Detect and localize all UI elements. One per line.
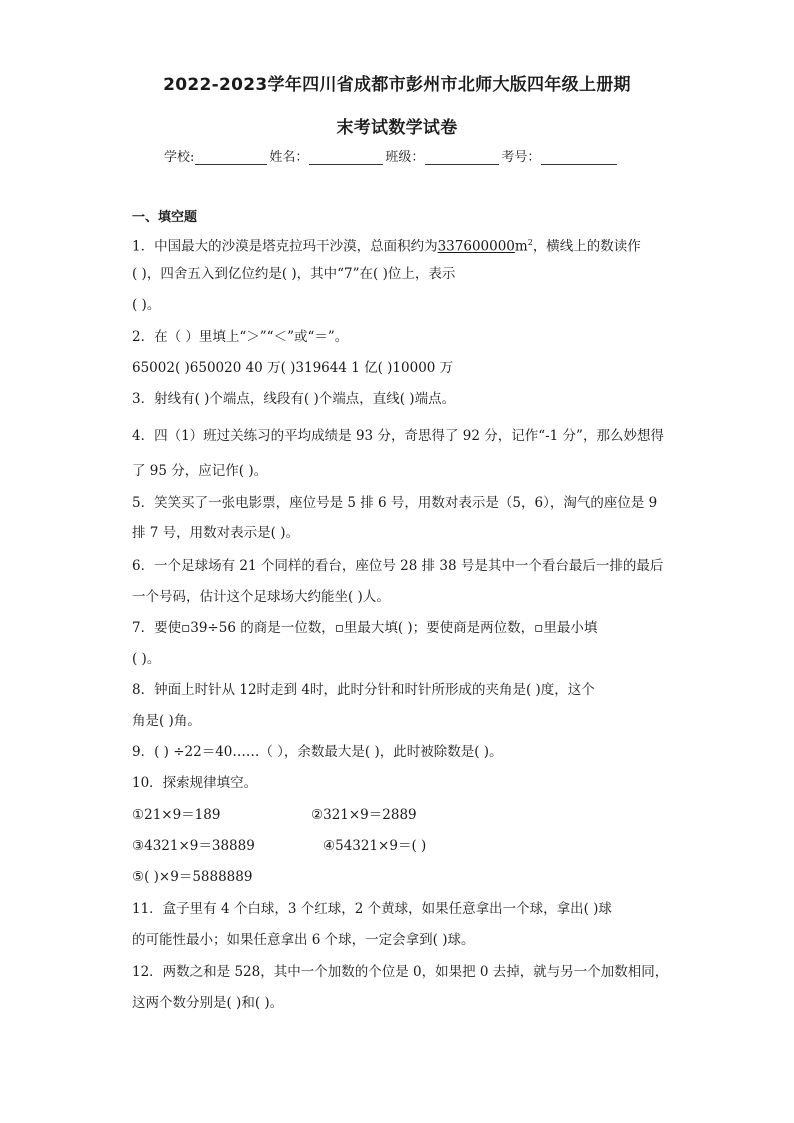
underlined-number: 337600000 xyxy=(437,238,515,255)
school-blank[interactable] xyxy=(195,151,267,165)
section-heading-fill-in: 一、填空题 xyxy=(132,210,198,225)
question-7-line1: 7．要使▫39÷56 的商是一位数，▫里最大填( )；要使商是两位数，▫里最小填 xyxy=(132,620,598,636)
question-10-item5: ⑤( )×9＝5888889 xyxy=(132,869,253,885)
question-10-item1: ①21×9＝189 xyxy=(132,807,221,823)
question-8-line2: 角是( )角。 xyxy=(132,713,201,729)
question-12-line1: 12．两数之和是 528，其中一个加数的个位是 0，如果把 0 去掉，就与另一个加数相同， xyxy=(132,964,669,980)
question-11-line1: 11．盒子里有 4 个白球，3 个红球，2 个黄球，如果任意拿出一个球，拿出( )球 xyxy=(132,901,612,917)
question-12-line2: 这两个数分别是( )和( )。 xyxy=(132,995,284,1011)
question-10: 10．探索规律填空。 xyxy=(132,775,258,791)
question-4-line2: 了 95 分，应记作( )。 xyxy=(132,463,268,479)
number-blank[interactable] xyxy=(541,151,617,165)
name-blank[interactable] xyxy=(309,151,383,165)
question-1-line2: ( )，四舍五入到亿位约是( )，其中“7”在( )位上，表示 xyxy=(132,266,456,282)
class-label: 班级： xyxy=(385,150,425,165)
class-blank[interactable] xyxy=(425,151,499,165)
question-3: 3．射线有( )个端点，线段有( )个端点，直线( )端点。 xyxy=(132,391,456,407)
question-5-line2: 排 7 号，用数对表示是( )。 xyxy=(132,525,299,541)
question-5-line1: 5．笑笑买了一张电影票，座位号是 5 排 6 号，用数对表示是（5，6），淘气的座位是 9 xyxy=(132,495,658,511)
question-1-line3: ( )。 xyxy=(132,297,161,313)
number-label: 考号： xyxy=(501,150,541,165)
question-9: 9．( ) ÷22＝40……（ ），余数最大是( )，此时被除数是( )。 xyxy=(132,744,503,760)
question-4-line1: 4．四（1）班过关练习的平均成绩是 93 分，奇思得了 92 分，记作“-1 分”，那么妙想得 xyxy=(132,428,664,444)
question-7-line2: ( )。 xyxy=(132,651,161,667)
school-label: 学校: xyxy=(164,150,195,165)
question-6-line1: 6．一个足球场有 21 个同样的看台，座位号 28 排 38 号是其中一个看台最后一排的最后 xyxy=(132,558,664,574)
question-10-item3: ③4321×9＝38889 xyxy=(132,838,255,854)
question-10-item2: ②321×9＝2889 xyxy=(311,807,417,823)
question-6-line2: 一个号码，估计这个足球场大约能坐( )人。 xyxy=(132,589,390,605)
exam-title-line2: 末考试数学试卷 xyxy=(336,118,458,138)
area-unit: m xyxy=(514,238,528,255)
question-2-items: 65002( )650020 40 万( )319644 1 亿( )10000 万 xyxy=(132,360,454,376)
question-1-text: 1．中国最大的沙漠是塔克拉玛干沙漠，总面积约为 xyxy=(132,238,438,255)
unit-superscript: 2 xyxy=(527,238,533,247)
question-1-line1 xyxy=(132,233,641,257)
question-11-line2: 的可能性最小；如果任意拿出 6 个球，一定会拿到( )球。 xyxy=(132,932,475,948)
question-8-line1: 8．钟面上时针从 12时走到 4时，此时分针和时针所形成的夹角是( )度，这个 xyxy=(132,682,595,698)
student-info-row xyxy=(164,146,619,165)
question-1-tail: ，横线上的数读作 xyxy=(532,238,641,255)
name-label: 姓名： xyxy=(269,150,309,165)
question-2: 2．在（ ）里填上“＞”“＜”或“＝”。 xyxy=(132,329,349,345)
question-10-item4: ④54321×9＝( ) xyxy=(323,838,427,854)
exam-title-line1: 2022-2023学年四川省成都市彭州市北师大版四年级上册期 xyxy=(163,75,631,95)
